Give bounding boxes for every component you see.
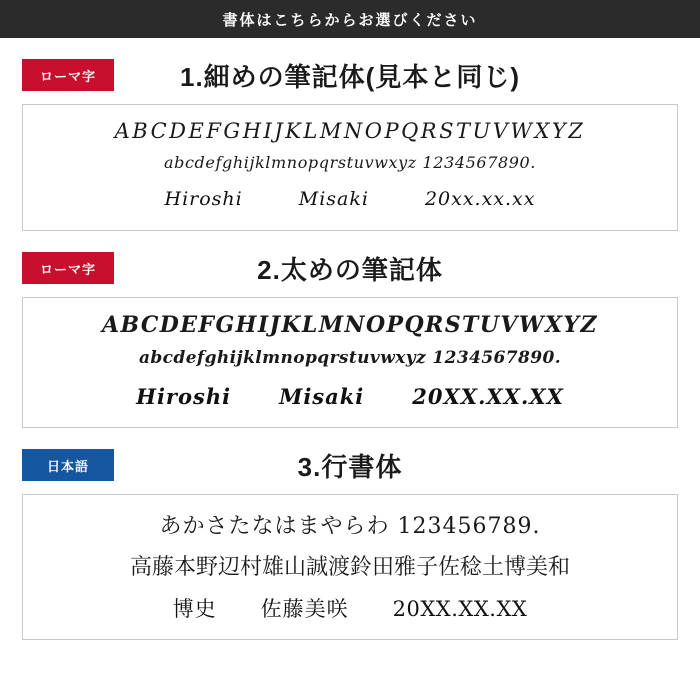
font-option-1[interactable] bbox=[0, 52, 700, 231]
font-sample-kanji-3: 高藤本野辺村雄山誠渡鈴田雅子佐稔土博美和 bbox=[129, 555, 570, 580]
font-sample-name-b-1: Misaki bbox=[298, 188, 369, 210]
script-type-badge-3: 日本語 bbox=[22, 449, 114, 481]
font-sample-kana-3: あかさたなはまやらわ 123456789. bbox=[159, 514, 541, 539]
font-sample-box-2 bbox=[22, 297, 678, 428]
font-option-1-head bbox=[22, 52, 678, 98]
font-sample-names-1 bbox=[33, 188, 667, 210]
font-option-3-title: 3.行書体 bbox=[297, 451, 403, 482]
font-sample-date-1: 20xx.xx.xx bbox=[424, 188, 536, 210]
font-sample-lowercase-2: abcdefghijklmnopqrstuvwxyz 1234567890. bbox=[138, 348, 562, 368]
font-option-2[interactable] bbox=[0, 245, 700, 428]
font-sample-names-2 bbox=[33, 384, 667, 409]
font-option-3-head bbox=[22, 442, 678, 488]
font-sample-uppercase-1: ABCDEFGHIJKLMNOPQRSTUVWXYZ bbox=[114, 119, 586, 143]
font-sample-box-3 bbox=[22, 494, 678, 640]
font-sample-name-a-3: 博史 bbox=[172, 597, 217, 621]
font-option-3[interactable] bbox=[0, 442, 700, 640]
font-option-1-title: 1.細めの筆記体(見本と同じ) bbox=[179, 61, 520, 92]
script-type-badge-2: ローマ字 bbox=[22, 252, 114, 284]
font-sample-uppercase-2: ABCDEFGHIJKLMNOPQRSTUVWXYZ bbox=[102, 312, 598, 338]
page-header bbox=[0, 0, 700, 38]
font-sample-names-3 bbox=[33, 593, 667, 623]
font-sample-name-a-2: Hiroshi bbox=[136, 384, 232, 409]
font-sample-name-a-1: Hiroshi bbox=[164, 188, 243, 210]
font-sample-name-b-3: 佐藤美咲 bbox=[260, 597, 349, 621]
font-sample-date-2: 20XX.XX.XX bbox=[412, 384, 564, 409]
font-sample-date-3: 20XX.XX.XX bbox=[392, 597, 528, 621]
font-sample-box-1 bbox=[22, 104, 678, 231]
font-sample-name-b-2: Misaki bbox=[279, 384, 365, 409]
font-option-2-head bbox=[22, 245, 678, 291]
font-sample-lowercase-1: abcdefghijklmnopqrstuvwxyz 1234567890. bbox=[164, 153, 536, 172]
script-type-badge-1: ローマ字 bbox=[22, 59, 114, 91]
page-title: 書体はこちらからお選びください bbox=[222, 11, 478, 29]
font-option-2-title: 2.太めの筆記体 bbox=[257, 254, 443, 285]
